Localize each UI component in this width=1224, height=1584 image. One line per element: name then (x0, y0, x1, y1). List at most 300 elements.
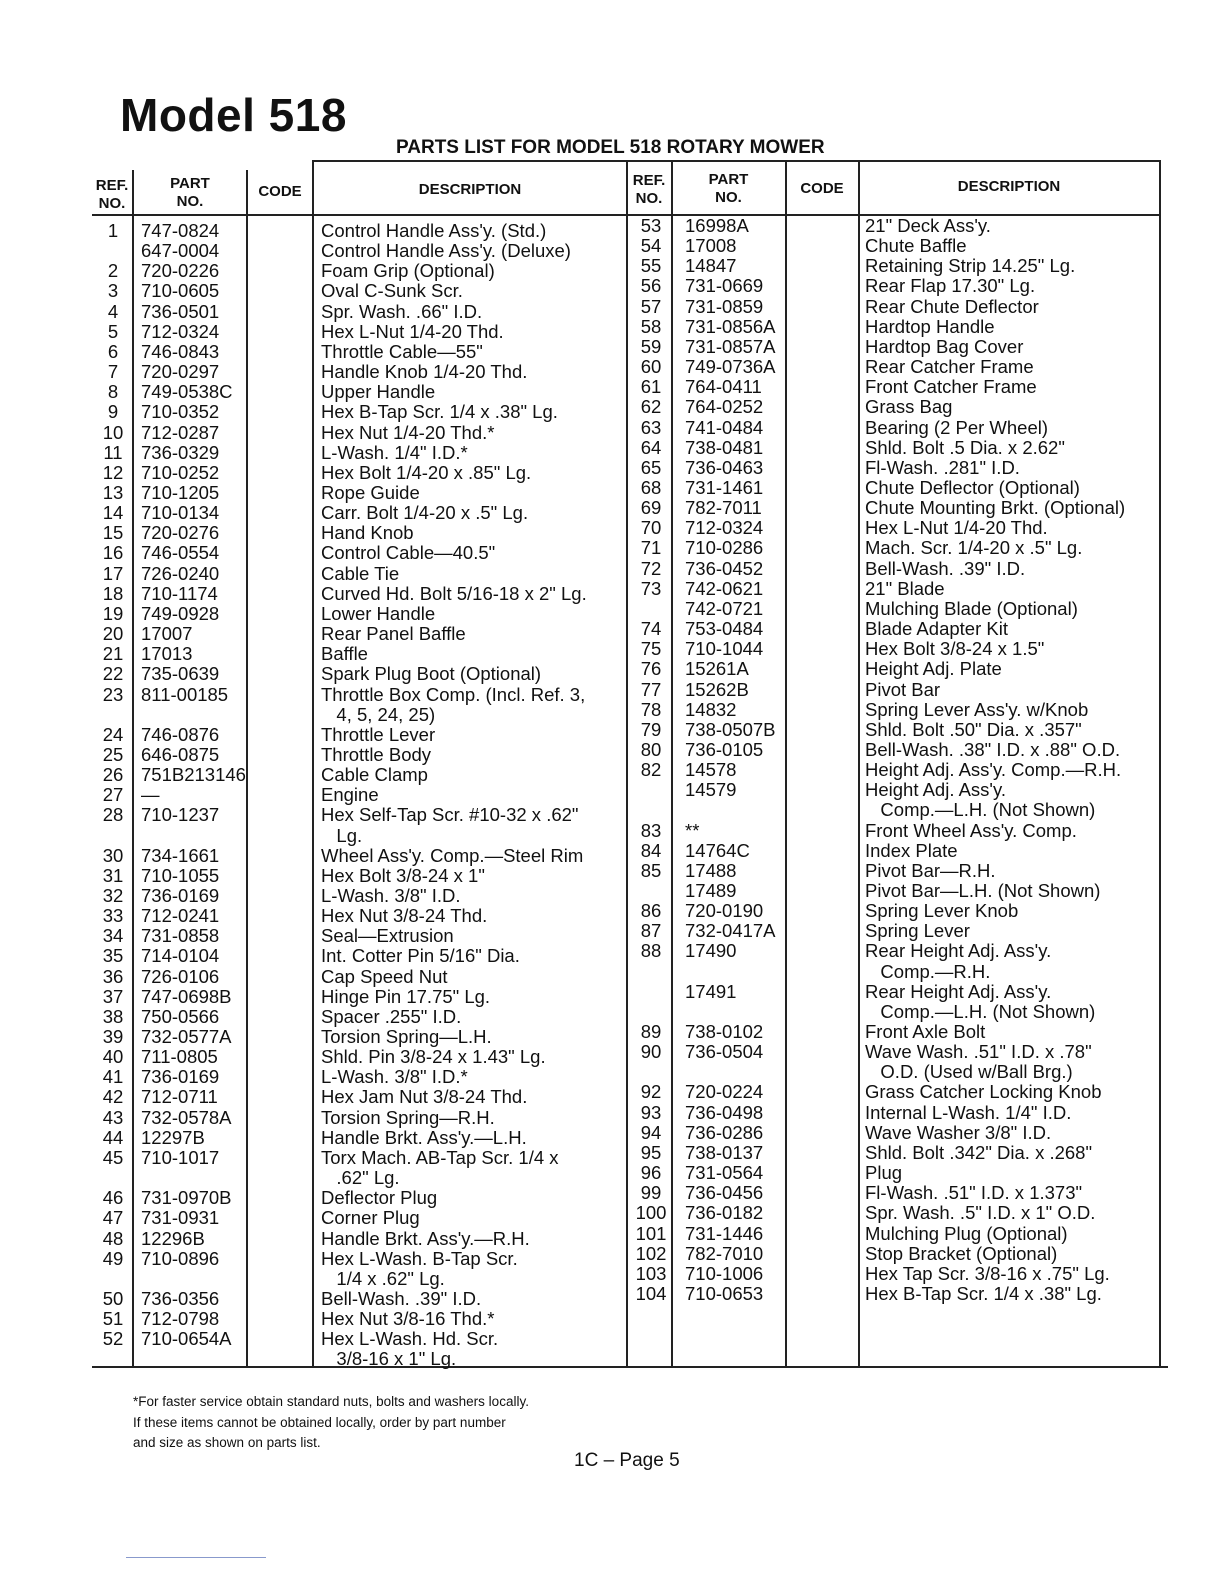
part-description: Torx Mach. AB-Tap Scr. 1/4 x (321, 1146, 559, 1168)
part-description: Wave Washer 3/8" I.D. (865, 1121, 1052, 1143)
part-description: Pivot Bar—L.H. (Not Shown) (865, 879, 1101, 901)
ref-number: 102 (635, 1242, 667, 1264)
ref-number: 69 (640, 497, 662, 519)
part-description: Front Wheel Ass'y. Comp. (865, 819, 1077, 841)
part-number: 710-1044 (685, 638, 764, 660)
part-number: 731-0857A (685, 335, 776, 357)
header-code: CODE (258, 183, 302, 200)
part-description: Height Adj. Plate (865, 658, 1002, 680)
part-description: Mach. Scr. 1/4-20 x .5" Lg. (865, 537, 1083, 559)
part-description: Spr. Wash. .5" I.D. x 1" O.D. (865, 1202, 1096, 1224)
part-description: Lg. (321, 824, 363, 846)
part-description: Hex Tap Scr. 3/8-16 x .75" Lg. (865, 1262, 1110, 1284)
part-number: 646-0875 (141, 743, 220, 765)
ref-number: 59 (640, 335, 662, 357)
ref-number: 39 (102, 1026, 124, 1047)
part-number: 720-0297 (141, 361, 220, 382)
part-number: 14578 (685, 759, 737, 780)
part-description: Chute Deflector (Optional) (865, 476, 1080, 498)
header-part-label: PART (170, 175, 210, 192)
part-description: Comp.—R.H. (865, 960, 991, 982)
part-description: Rear Height Adj. Ass'y. (865, 940, 1052, 962)
ref-number: 72 (640, 557, 662, 579)
header-no-label: NO. (635, 190, 663, 207)
part-description: 21" Blade (865, 577, 945, 599)
ref-number: 92 (640, 1081, 662, 1103)
ref-number: 16 (102, 542, 124, 564)
divider (126, 1557, 266, 1558)
ref-number: 89 (640, 1021, 662, 1042)
part-description: Corner Plug (321, 1207, 420, 1229)
ref-number: 7 (107, 361, 119, 382)
part-description: Curved Hd. Bolt 5/16-18 x 2" Lg. (321, 582, 587, 604)
part-description: O.D. (Used w/Ball Brg.) (865, 1061, 1073, 1083)
ref-number: 90 (640, 1041, 662, 1063)
ref-number: 51 (102, 1308, 124, 1330)
part-description: Pivot Bar (865, 678, 941, 700)
ref-number: 80 (640, 738, 662, 760)
part-number: 738-0481 (685, 436, 764, 458)
ref-number: 25 (102, 743, 124, 765)
part-number: 738-0507B (685, 718, 776, 740)
part-number: 720-0226 (141, 260, 220, 282)
page-title: Model 518 (120, 89, 347, 141)
ref-number: 84 (640, 839, 662, 861)
part-description: Baffle (321, 643, 368, 665)
parts-list-subtitle: PARTS LIST FOR MODEL 518 ROTARY MOWER (396, 137, 825, 158)
part-number: 710-0896 (141, 1247, 220, 1269)
ref-number: 20 (102, 623, 124, 644)
part-description: Mulching Plug (Optional) (865, 1222, 1068, 1244)
part-number: 746-0876 (141, 723, 220, 745)
ref-number: 76 (640, 658, 662, 680)
ref-number: 22 (102, 663, 124, 685)
part-description: Hex L-Nut 1/4-20 Thd. (865, 517, 1048, 539)
ref-number: 55 (640, 255, 662, 277)
part-number: 747-0824 (141, 220, 220, 241)
ref-number: 31 (102, 864, 124, 886)
ref-number: 24 (102, 723, 124, 745)
part-description: Front Catcher Frame (865, 376, 1037, 398)
part-description: Fl-Wash. .51" I.D. x 1.373" (865, 1182, 1083, 1204)
ref-number: 28 (102, 804, 124, 826)
ref-number: 65 (640, 456, 662, 478)
part-number: 15261A (685, 658, 749, 680)
ref-number: 48 (102, 1227, 124, 1249)
ref-number: 30 (102, 844, 124, 866)
part-description: Pivot Bar—R.H. (865, 859, 996, 881)
part-description: Lower Handle (321, 602, 436, 624)
part-description: Throttle Cable—55" (321, 340, 483, 362)
ref-number: 86 (640, 900, 662, 922)
part-number: 17013 (141, 643, 193, 665)
part-description: Hex B-Tap Scr. 1/4 x .38" Lg. (865, 1282, 1102, 1304)
part-description: Hex Bolt 3/8-24 x 1.5" (865, 638, 1045, 660)
part-number: 710-0286 (685, 537, 764, 559)
part-number: 736-0105 (685, 738, 764, 760)
part-number: 782-7011 (685, 497, 762, 519)
part-number: 16998A (685, 215, 749, 236)
part-number: 736-0169 (141, 884, 220, 906)
part-description: Hex Nut 3/8-16 Thd.* (321, 1308, 495, 1330)
part-number: 731-0856A (685, 315, 776, 337)
ref-number: 87 (640, 920, 662, 942)
col-divider (785, 160, 787, 1366)
part-description: Throttle Body (321, 743, 432, 765)
ref-number: 34 (102, 925, 124, 947)
part-description: Throttle Box Comp. (Incl. Ref. 3, (321, 683, 586, 705)
part-description: Rear Catcher Frame (865, 356, 1034, 377)
part-description: 4, 5, 24, 25) (321, 703, 436, 725)
part-description: Spacer .255" I.D. (321, 1005, 462, 1027)
ref-number: 26 (102, 764, 124, 785)
part-number: 749-0736A (685, 356, 776, 377)
header-code: CODE (800, 180, 844, 197)
part-number: 741-0484 (685, 416, 764, 438)
part-number: 710-0134 (141, 502, 220, 524)
part-number: 731-0858 (141, 925, 220, 947)
part-description: Hex Bolt 3/8-24 x 1" (321, 864, 485, 886)
header-no-label: NO. (715, 189, 742, 206)
ref-number: 96 (640, 1162, 662, 1183)
part-number: 731-1461 (685, 476, 764, 498)
col-divider (246, 170, 248, 1366)
part-description: Mulching Blade (Optional) (865, 597, 1078, 619)
part-description: Hardtop Bag Cover (865, 335, 1024, 357)
part-description: Comp.—L.H. (Not Shown) (865, 799, 1096, 821)
part-number: 736-0498 (685, 1101, 764, 1123)
part-number: 714-0104 (141, 945, 220, 967)
part-description: Handle Brkt. Ass'y.—R.H. (321, 1227, 530, 1249)
part-number: 749-0538C (141, 381, 233, 403)
part-number: 731-0564 (685, 1162, 764, 1183)
part-number: 14832 (685, 698, 737, 720)
part-number: 736-0463 (685, 456, 764, 478)
part-number: ** (685, 819, 700, 841)
header-no-label: NO. (98, 195, 126, 212)
ref-number: 53 (640, 215, 662, 236)
part-number: 736-0504 (685, 1041, 764, 1063)
part-number: 710-0654A (141, 1328, 232, 1350)
ref-number: 74 (640, 618, 662, 639)
part-number: 749-0928 (141, 602, 220, 624)
ref-number: 103 (635, 1262, 667, 1284)
part-description: Rope Guide (321, 481, 420, 503)
ref-number: 60 (640, 356, 662, 377)
part-description: Hex L-Nut 1/4-20 Thd. (321, 320, 504, 342)
table-bottom-rule (92, 1366, 1168, 1368)
ref-number: 14 (102, 502, 124, 524)
part-number: 12296B (141, 1227, 205, 1249)
part-description: Seal—Extrusion (321, 925, 454, 947)
part-description: Index Plate (865, 839, 958, 861)
part-number: 742-0721 (685, 597, 764, 619)
ref-number: 61 (640, 376, 662, 398)
part-description: Stop Bracket (Optional) (865, 1242, 1058, 1264)
part-number: 712-0241 (141, 905, 220, 927)
ref-number: 41 (102, 1066, 124, 1088)
part-description: Hex L-Wash. B-Tap Scr. (321, 1247, 518, 1269)
ref-number: 78 (640, 698, 662, 720)
part-description: Oval C-Sunk Scr. (321, 280, 463, 302)
part-number: 736-0329 (141, 441, 220, 463)
ref-number: 57 (640, 295, 662, 317)
part-description: Bearing (2 Per Wheel) (865, 416, 1049, 438)
ref-number: 71 (640, 537, 662, 559)
part-description: Height Adj. Ass'y. (865, 779, 1006, 801)
ref-number: 73 (640, 577, 662, 599)
ref-number: 32 (102, 884, 124, 906)
ref-number: 23 (102, 683, 124, 705)
part-number: 710-1174 (141, 582, 218, 604)
part-number: 14847 (685, 255, 737, 277)
part-description: 3/8-16 x 1" Lg. (321, 1348, 457, 1370)
part-description: Carr. Bolt 1/4-20 x .5" Lg. (321, 502, 529, 524)
part-number: 726-0240 (141, 562, 220, 584)
part-description: Throttle Lever (321, 723, 436, 745)
ref-number: 13 (102, 481, 124, 503)
part-number: 710-1017 (141, 1146, 220, 1168)
ref-number: 17 (102, 562, 124, 584)
part-number: 731-0931 (141, 1207, 220, 1229)
part-description: Retaining Strip 14.25" Lg. (865, 255, 1076, 277)
ref-number: 77 (640, 678, 662, 700)
ref-number: 100 (635, 1202, 667, 1224)
part-description: Spr. Wash. .66" I.D. (321, 300, 483, 322)
footnote-line: If these items cannot be obtained locally, order by part number (133, 1414, 506, 1430)
ref-number: 83 (640, 819, 662, 841)
ref-number: 52 (102, 1328, 124, 1350)
part-number: 710-0653 (685, 1282, 764, 1304)
footnote-line: and size as shown on parts list. (133, 1435, 321, 1450)
part-description: Control Handle Ass'y. (Std.) (321, 220, 547, 241)
part-description: Bell-Wash. .39" I.D. (321, 1287, 482, 1309)
part-number: 736-0286 (685, 1121, 764, 1143)
ref-number: 104 (635, 1282, 667, 1304)
ref-number: 68 (640, 476, 662, 498)
part-number: 753-0484 (685, 618, 764, 639)
part-number: 751B213146 (141, 764, 246, 785)
part-description: Height Adj. Ass'y. Comp.—R.H. (865, 759, 1122, 780)
ref-number: 62 (640, 396, 662, 418)
part-description: Internal L-Wash. 1/4" I.D. (865, 1101, 1072, 1123)
part-number: 782-7010 (685, 1242, 764, 1264)
part-number: 712-0324 (141, 320, 220, 342)
part-description: Rear Panel Baffle (321, 623, 466, 644)
ref-number: 85 (640, 859, 662, 881)
part-description: Hex L-Wash. Hd. Scr. (321, 1328, 499, 1350)
header-ref-label: REF. (95, 177, 129, 194)
part-description: Torsion Spring—L.H. (321, 1026, 492, 1047)
ref-number: 4 (107, 300, 119, 322)
part-description: Plug (865, 1162, 903, 1183)
part-description: Hinge Pin 17.75" Lg. (321, 985, 491, 1007)
ref-number: 18 (102, 582, 124, 604)
ref-number: 79 (640, 718, 662, 740)
part-number: 17007 (141, 623, 193, 644)
part-number: 710-0605 (141, 280, 220, 302)
part-number: 720-0190 (685, 900, 764, 922)
part-description: Chute Mounting Brkt. (Optional) (865, 497, 1126, 519)
ref-number: 6 (107, 340, 119, 362)
part-description: Rear Chute Deflector (865, 295, 1039, 317)
header-description: DESCRIPTION (418, 181, 522, 198)
part-number: 738-0102 (685, 1021, 764, 1042)
part-number: 731-1446 (685, 1222, 764, 1244)
part-number: 747-0698B (141, 985, 232, 1007)
part-description: 21" Deck Ass'y. (865, 215, 991, 236)
ref-number: 88 (640, 940, 662, 962)
part-number: 14579 (685, 779, 737, 801)
part-number: 734-1661 (141, 844, 220, 866)
part-number: 764-0411 (685, 376, 762, 398)
ref-number: 70 (640, 517, 662, 539)
ref-number: 49 (102, 1247, 124, 1269)
part-description: Comp.—L.H. (Not Shown) (865, 1000, 1096, 1022)
part-description: Grass Bag (865, 396, 953, 418)
ref-number: 95 (640, 1141, 662, 1163)
part-number: 764-0252 (685, 396, 764, 418)
part-number: 736-0169 (141, 1066, 220, 1088)
part-description: Hex Nut 3/8-24 Thd. (321, 905, 488, 927)
part-number: 731-0970B (141, 1187, 232, 1209)
ref-number: 56 (640, 275, 662, 297)
ref-number: 101 (635, 1222, 667, 1244)
part-number: 712-0798 (141, 1308, 220, 1330)
part-description: Hex Self-Tap Scr. #10-32 x .62" (321, 804, 579, 826)
part-description: Engine (321, 784, 379, 806)
part-number: 710-1237 (141, 804, 220, 826)
part-number: 17008 (685, 235, 737, 257)
ref-number: 45 (102, 1146, 124, 1168)
part-number: 711-0805 (141, 1046, 218, 1068)
part-description: Int. Cotter Pin 5/16" Dia. (321, 945, 520, 967)
part-description: Foam Grip (Optional) (321, 260, 495, 282)
part-description: Bell-Wash. .39" I.D. (865, 557, 1026, 579)
part-number: 742-0621 (685, 577, 764, 599)
part-number: 746-0843 (141, 340, 220, 362)
page-number: 1C – Page 5 (574, 1450, 680, 1471)
ref-number: 11 (103, 441, 123, 463)
part-description: Shld. Bolt .5 Dia. x 2.62" (865, 436, 1065, 458)
ref-number: 19 (102, 602, 124, 624)
footnote (133, 1392, 529, 1454)
part-number: 750-0566 (141, 1005, 220, 1027)
part-number: 731-0859 (685, 295, 764, 317)
col-divider (312, 160, 314, 1366)
part-description: Spark Plug Boot (Optional) (321, 663, 542, 685)
part-description: Handle Knob 1/4-20 Thd. (321, 361, 528, 382)
part-description: Wheel Ass'y. Comp.—Steel Rim (321, 844, 584, 866)
part-description: Shld. Bolt .342" Dia. x .268" (865, 1141, 1093, 1163)
part-number: 710-0252 (141, 461, 220, 483)
part-description: Rear Height Adj. Ass'y. (865, 980, 1052, 1002)
ref-number: 10 (102, 421, 124, 443)
part-number: 17491 (685, 980, 737, 1002)
part-number: 15262B (685, 678, 749, 700)
ref-number: 58 (640, 315, 662, 337)
header-ref-no (627, 172, 671, 208)
part-number: 726-0106 (141, 965, 220, 987)
part-number: 811-00185 (141, 683, 229, 705)
part-description: Hex B-Tap Scr. 1/4 x .38" Lg. (321, 401, 558, 423)
col-divider (858, 160, 860, 1366)
part-number: 738-0137 (685, 1141, 764, 1163)
part-number: 647-0004 (141, 240, 220, 262)
part-description: Control Cable—40.5" (321, 542, 496, 564)
part-number: 736-0452 (685, 557, 764, 579)
ref-number: 82 (640, 759, 662, 780)
table-top-rule (312, 160, 1160, 162)
ref-number: 36 (102, 965, 124, 987)
part-description: Hex Jam Nut 3/8-24 Thd. (321, 1086, 528, 1108)
part-description: Torsion Spring—R.H. (321, 1106, 495, 1128)
part-number: 735-0639 (141, 663, 220, 685)
part-number: 17488 (685, 859, 737, 881)
part-number: 720-0224 (685, 1081, 764, 1103)
ref-number: 42 (102, 1086, 124, 1108)
part-number: 710-1205 (141, 481, 220, 503)
part-description: Front Axle Bolt (865, 1021, 986, 1042)
part-number: 736-0356 (141, 1287, 220, 1309)
part-description: Cable Tie (321, 562, 400, 584)
header-part-no (672, 171, 785, 207)
ref-number: 44 (102, 1126, 124, 1148)
ref-number: 40 (102, 1046, 124, 1068)
ref-number: 38 (102, 1005, 124, 1027)
part-number: 712-0287 (141, 421, 220, 443)
part-number: 736-0456 (685, 1182, 764, 1204)
part-description: Spring Lever (865, 920, 970, 942)
part-number: 710-0352 (141, 401, 220, 423)
part-description: L-Wash. 1/4" I.D.* (321, 441, 468, 463)
ref-number: 64 (640, 436, 662, 458)
ref-number: 94 (640, 1121, 662, 1143)
part-number: 710-1006 (685, 1262, 764, 1284)
ref-number: 12 (102, 461, 124, 483)
part-description: Cable Clamp (321, 764, 428, 785)
part-number: 732-0577A (141, 1026, 232, 1047)
part-number: 732-0417A (685, 920, 776, 942)
ref-number: 5 (107, 320, 119, 342)
ref-number: 37 (102, 985, 124, 1007)
part-description: L-Wash. 3/8" I.D. (321, 884, 461, 906)
ref-number: 1 (107, 220, 119, 241)
part-description: Hardtop Handle (865, 315, 995, 337)
part-description: Cap Speed Nut (321, 965, 448, 987)
part-description: Spring Lever Knob (865, 900, 1019, 922)
ref-number: 63 (640, 416, 662, 438)
part-description: 1/4 x .62" Lg. (321, 1267, 445, 1289)
part-description: Spring Lever Ass'y. w/Knob (865, 698, 1089, 720)
part-description: Handle Brkt. Ass'y.—L.H. (321, 1126, 527, 1148)
part-description: Upper Handle (321, 381, 436, 403)
part-number: 736-0501 (141, 300, 220, 322)
part-description: L-Wash. 3/8" I.D.* (321, 1066, 468, 1088)
ref-number: 33 (102, 905, 124, 927)
part-number: 720-0276 (141, 522, 220, 544)
part-description: Rear Flap 17.30" Lg. (865, 275, 1036, 297)
part-number: 731-0669 (685, 275, 764, 297)
part-description: Shld. Bolt .50" Dia. x .357" (865, 718, 1082, 740)
part-description: .62" Lg. (321, 1167, 400, 1188)
ref-number: 21 (102, 643, 124, 665)
part-number: 732-0578A (141, 1106, 232, 1128)
header-part-label: PART (708, 171, 749, 188)
part-number: 712-0711 (141, 1086, 218, 1108)
header-part-no (134, 175, 246, 211)
ref-number: 46 (102, 1187, 124, 1209)
